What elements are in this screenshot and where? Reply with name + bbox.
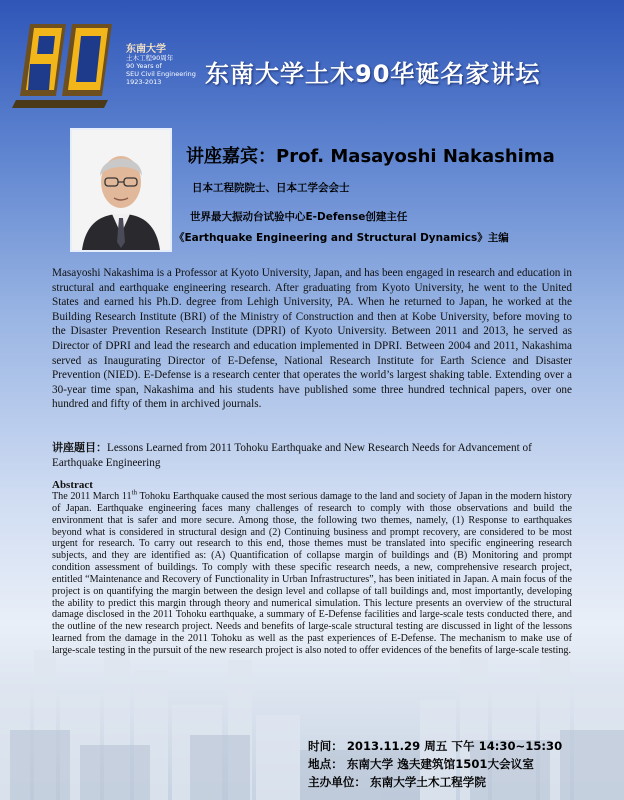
abstract-sup: th <box>131 488 138 497</box>
lecture-topic <box>52 441 572 470</box>
event-place: 地点： 东南大学 逸夫建筑馆1501大会议室 <box>308 757 534 771</box>
abstract-heading: Abstract <box>52 479 93 491</box>
speaker-photo <box>70 128 172 252</box>
speaker-heading <box>186 142 555 168</box>
speaker-name: Prof. Masayoshi Nakashima <box>276 146 555 167</box>
logo-line5: 1923-2013 <box>126 78 162 86</box>
speaker-portrait-image <box>72 130 170 250</box>
logo-line4: SEU Civil Engineering <box>126 70 196 78</box>
abstract-lead: The 2011 March 11 <box>52 491 132 502</box>
speaker-biography: Masayoshi Nakashima is a Professor at Kyoto University, Japan, and has been engaged in research and education in structural and earthquake engineering research. After graduating from Kyoto University, he went to the United States and earned his Ph.D. degree from Lehigh University, PA. When he returned to Japan, he worked at the Building Research Institute (BRI) of the Ministry of Construction and then at Kobe University, before moving to the Disaster Prevention Research Institute (DPRI) of Kyoto University. Between 2011 and 2013, he served as Director of DPRI and lead the research and education implemented in DPRI. Between 2004 and 2011, Nakashima served as Inaugurating Director of E-Defense, National Research Institute for Earth Science and Disaster Prevention (NIED). E-Defense is a research center that operates the world’s largest shaking table. Extending over a 30-year time span, Nakashima and his students have published some three hundred technical papers, over one hundred and fifty of them in archived journals. <box>52 267 572 411</box>
logo-line2: 土木工程90周年 <box>126 54 174 62</box>
forum-title: 东南大学土木90华诞名家讲坛 <box>205 60 541 88</box>
speaker-title-3: 《Earthquake Engineering and Structural Dynamics》主编 <box>174 232 509 244</box>
lecture-title: Lessons Learned from 2011 Tohoku Earthquake and New Research Needs for Advancement of Earthquake Engineering <box>52 442 532 469</box>
abstract-body: Tohoku Earthquake caused the most serious damage to the land and society of Japan in the modern history of Japan. Earthquake engineering faces many challenges of research to comply with those observations and build the environment that is safer and more secure. Among those, the following two themes, namely, (1) Response to earthquakes beyond what is considered in structural design and (2) Continuing business and prompt recovery, are considered to be most urgent for research. To carry out research to this end, those themes must be translated into specific engineering research subjects, and they are identified as: (A) Quantification of collapse margin of buildings and (B) Monitoring and prompt condition assessment of buildings. To comply with these specific research needs, a new, comprehensive research project, entitled “Maintenance and Recovery of Functionality in Urban Infrastructures”, has been initiated in Japan. A main focus of the project is on quantifying the margin between the design level and collapse of tall buildings and, most importantly, developing the ability to predict this margin through theory and numerical simulation. This lecture presents an overview of the structural damage disclosed in the 2011 Tohoku earthquake, a summary of E-Defense facilities and large-scale tests conducted there, and the outline of the new research project. Needs and benefits of large-scale structural testing are discussed in light of the lessons learned from the damage in the 2011 Tohoku as well as the past experiences of E-Defense. The mechanism to make use of large-scale testing in the pursuit of the new research project is also noted to offer evidences of the benefits of large-scale testing. <box>52 491 572 656</box>
event-time: 时间： 2013.11.29 周五 下午 14:30~15:30 <box>308 739 563 753</box>
seu-civil-90-logo <box>8 16 213 116</box>
lecture-label: 讲座题目： <box>52 441 107 454</box>
event-host: 主办单位： 东南大学土木工程学院 <box>308 775 486 789</box>
logo-caption <box>126 46 196 86</box>
logo-signature: 东南大学 <box>126 44 166 55</box>
speaker-title-1: 日本工程院院士、日本工学会会士 <box>192 182 350 194</box>
speaker-label: 讲座嘉宾： <box>186 146 276 167</box>
logo-90-emblem <box>8 16 128 116</box>
speaker-title-2: 世界最大振动台试验中心E-Defense创建主任 <box>190 211 408 223</box>
abstract-text <box>52 488 572 657</box>
logo-line3: 90 Years of <box>126 62 162 70</box>
